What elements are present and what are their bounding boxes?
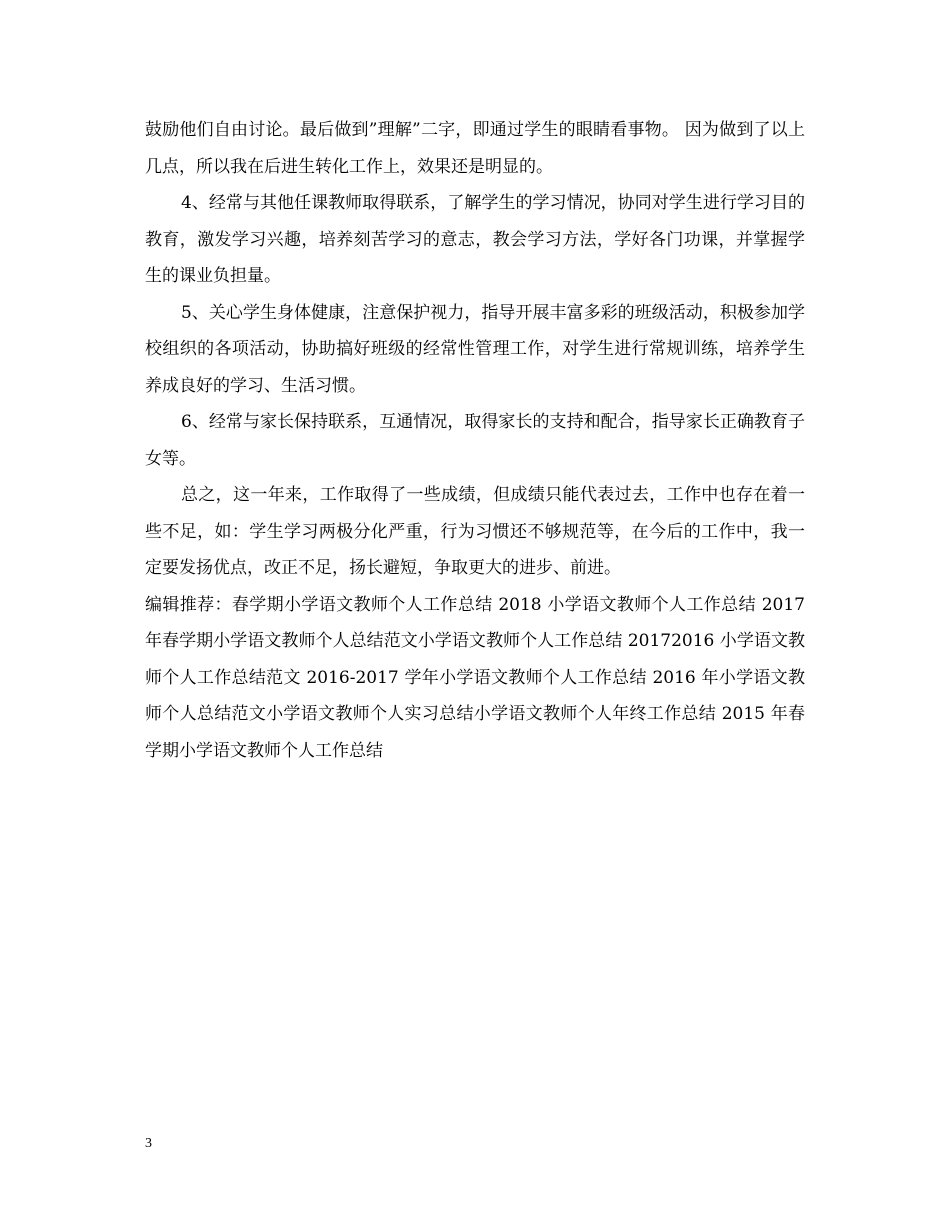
paragraph-item-5: 5、关心学生身体健康，注意保护视力，指导开展丰富多彩的班级活动，积极参加学校组织的各项活动，协助搞好班级的经常性管理工作，对学生进行常规训练，培养学生养成良好的学习、生活习惯。 — [145, 302, 805, 396]
editor-recommendation: 编辑推荐：春学期小学语文教师个人工作总结 2018 小学语文教师个人工作总结 2017 年春学期小学语文教师个人总结范文小学语文教师个人工作总结 20172016 小学语文教师个人工作总结范文 2016-2017 学年小学语文教师个人工作总结 2016 年小学语文教师个人总结范文小学语文教师个人实习总结小学语文教师个人年终工作总结 2015 年春学期小学语文教师个人工作总结 — [145, 594, 805, 761]
paragraph-item-6: 6、经常与家长保持联系，互通情况，取得家长的支持和配合，指导家长正确教育子女等。 — [145, 412, 805, 469]
page-number: 3 — [145, 1136, 152, 1151]
paragraph-continuation: 鼓励他们自由讨论。最后做到”理解”二字，即通过学生的眼睛看事物。 因为做到了以上几点，所以我在后进生转化工作上，效果还是明显的。 — [145, 120, 805, 177]
paragraph-item-4: 4、经常与其他任课教师取得联系，了解学生的学习情况，协同对学生进行学习目的教育，激发学习兴趣，培养刻苦学习的意志，教会学习方法，学好各门功课，并掌握学生的课业负担量。 — [145, 193, 805, 286]
paragraph-summary: 总之，这一年来，工作取得了一些成绩，但成绩只能代表过去，工作中也存在着一些不足，如：学生学习两极分化严重，行为习惯还不够规范等，在今后的工作中，我一定要发扬优点，改正不足，扬长避短，争取更大的进步、前进。 — [145, 485, 805, 578]
document-body — [145, 112, 805, 769]
